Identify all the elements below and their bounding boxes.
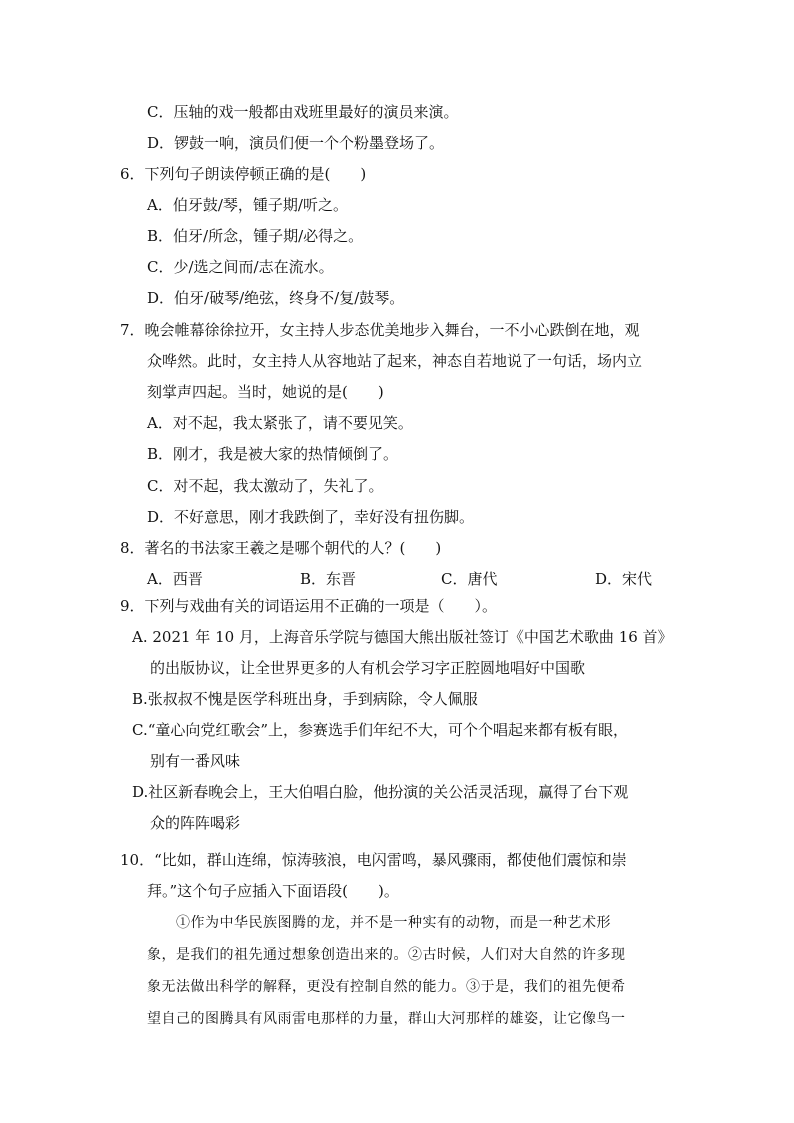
question-9: 9．下列与戏曲有关的词语运用不正确的一项是（ ）。 xyxy=(120,597,498,615)
q7-option-a: A．对不起，我太紧张了，请不要见笑。 xyxy=(147,414,413,432)
q9-option-b: B.张叔叔不愧是医学科班出身，手到病除，令人佩服 xyxy=(132,690,478,708)
q9-option-d-line-2: 众的阵阵喝彩 xyxy=(150,814,241,832)
q6-option-c: C．少/选之间而/志在流水。 xyxy=(147,258,334,276)
q8-option-a: A．西晋 xyxy=(147,570,203,588)
passage-line-3: 象无法做出科学的解释，更没有控制自然的能力。③于是，我们的祖先便希 xyxy=(147,979,626,995)
q8-option-c: C．唐代 xyxy=(441,570,498,588)
q9-option-c-line-1: C.“童心向党红歌会”上，参赛选手们年纪不大，可个个唱起来都有板有眼， xyxy=(132,721,629,739)
question-10-line-2: 拜。”这个句子应插入下面语段( )。 xyxy=(147,882,399,900)
q6-option-a: A．伯牙鼓/琴，锺子期/听之。 xyxy=(147,196,348,214)
q8-option-b: B．东晋 xyxy=(300,570,357,588)
q9-option-d-line-1: D.社区新春晚会上，王大伯唱白脸，他扮演的关公活灵活现，赢得了台下观 xyxy=(132,783,629,801)
q7-option-c: C．对不起，我太激动了，失礼了。 xyxy=(147,477,384,495)
q6-option-b: B．伯牙/所念，锺子期/必得之。 xyxy=(147,227,364,245)
q9-option-a-line-1: A. 2021 年 10 月，上海音乐学院与德国大熊出版社签订《中国艺术歌曲 16 首》 xyxy=(132,628,673,646)
q9-option-c-line-2: 别有一番风味 xyxy=(150,752,241,770)
q5-option-d: D．锣鼓一响，演员们便一个个粉墨登场了。 xyxy=(147,134,445,152)
question-8: 8．著名的书法家王羲之是哪个朝代的人？( ) xyxy=(120,539,442,557)
question-7-line-2: 众哗然。此时，女主持人从容地站了起来，神态自若地说了一句话，场内立 xyxy=(147,352,643,370)
q8-option-d: D．宋代 xyxy=(595,570,653,588)
q7-option-d: D．不好意思，刚才我跌倒了，幸好没有扭伤脚。 xyxy=(147,508,475,526)
question-7-line-1: 7．晚会帷幕徐徐拉开，女主持人步态优美地步入舞台，一不小心跌倒在地，观 xyxy=(120,321,640,339)
passage-line-1: ①作为中华民族图腾的龙，并不是一种实有的动物，而是一种艺术形 xyxy=(176,915,611,931)
q7-option-b: B．刚才，我是被大家的热情倾倒了。 xyxy=(147,445,399,463)
q6-option-d: D．伯牙/破琴/绝弦，终身不/复/鼓琴。 xyxy=(147,289,405,307)
question-10-line-1: 10．“比如，群山连绵，惊涛骇浪，电闪雷鸣，暴风骤雨，都使他们震惊和崇 xyxy=(120,851,627,869)
passage-line-4: 望自己的图腾具有风雨雷电那样的力量，群山大河那样的雄姿，让它像鸟一 xyxy=(147,1011,626,1027)
passage-line-2: 象，是我们的祖先通过想象创造出来的。②古时候，人们对大自然的许多现 xyxy=(147,947,626,963)
question-6: 6．下列句子朗读停顿正确的是( ) xyxy=(120,165,367,183)
question-7-line-3: 刻掌声四起。当时，她说的是( ) xyxy=(147,383,384,401)
q5-option-c: C．压轴的戏一般都由戏班里最好的演员来演。 xyxy=(147,103,459,121)
q9-option-a-line-2: 的出版协议，让全世界更多的人有机会学习字正腔圆地唱好中国歌 xyxy=(150,659,586,677)
